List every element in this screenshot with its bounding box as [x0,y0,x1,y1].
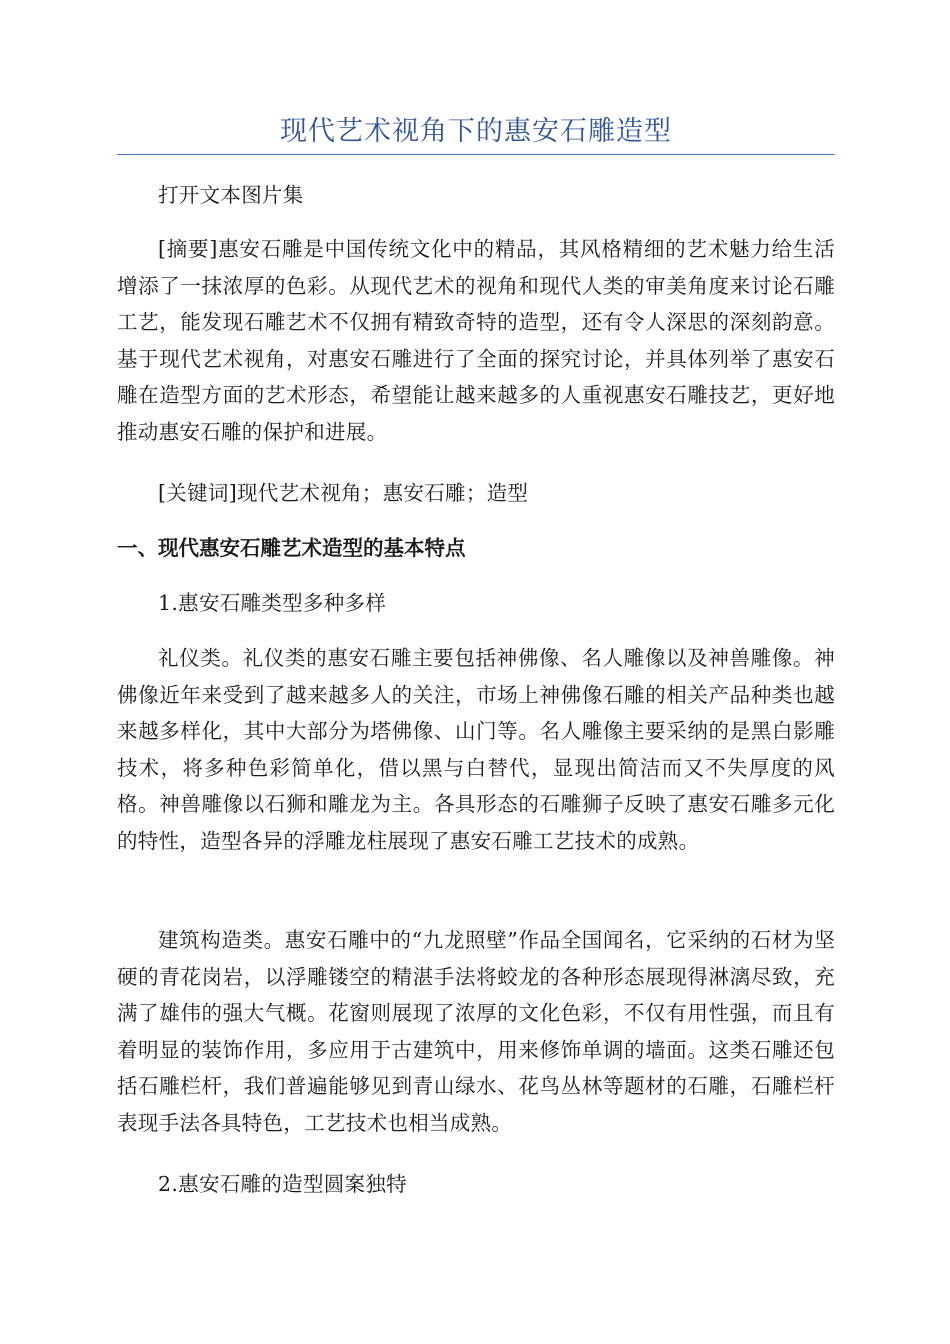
ritual-paragraph: 礼仪类。礼仪类的惠安石雕主要包括神佛像、名人雕像以及神兽雕像。神佛像近年来受到了越来越多人的关注，市场上神佛像石雕的相关产品种类也越来越多样化，其中大部分为塔佛像、山门等。名人雕像主要采纳的是黑白影雕技术，将多种色彩简单化，借以黑与白替代，显现出简洁而又不失厚度的风格。神兽雕像以石狮和雕龙为主。各具形态的石雕狮子反映了惠安石雕多元化的特性，造型各异的浮雕龙柱展现了惠安石雕工艺技术的成熟。 [117,646,835,853]
architecture-paragraph: 建筑构造类。惠安石雕中的“九龙照壁”作品全国闻名，它采纳的石材为坚硬的青花岗岩，以浮雕镂空的精湛手法将蛟龙的各种形态展现得淋漓尽致，充满了雄伟的强大气概。花窗则展现了浓厚的文化色彩，不仅有用性强，而且有着明显的装饰作用，多应用于古建筑中，用来修饰单调的墙面。这类石雕还包括石雕栏杆，我们普遍能够见到青山绿水、花鸟丛林等题材的石雕，石雕栏杆表现手法各具特色，工艺技术也相当成熟。 [117,928,835,1135]
subsection-heading: 2.惠安石雕的造型圆案独特 [158,1172,407,1196]
abstract-paragraph: [摘要]惠安石雕是中国传统文化中的精品，其风格精细的艺术魅力给生活增添了一抹浓厚的色彩。从现代艺术的视角和现代人类的审美角度来讨论石雕工艺，能发现石雕艺术不仅拥有精致奇特的造型，还有令人深思的深刻韵意。基于现代艺术视角，对惠安石雕进行了全面的探究讨论，并具体列举了惠安石雕在造型方面的艺术形态，希望能让越来越多的人重视惠安石雕技艺，更好地推动惠安石雕的保护和进展。 [117,237,835,444]
subsection-heading: 1.惠安石雕类型多种多样 [158,591,387,615]
document-title: 现代艺术视角下的惠安石雕造型 [280,116,672,147]
open-gallery-link[interactable]: 打开文本图片集 [158,183,304,207]
title-underline [117,154,835,155]
section-heading: 一、现代惠安石雕艺术造型的基本特点 [117,536,466,560]
keywords-paragraph: [关键词]现代艺术视角；惠安石雕；造型 [158,481,529,505]
